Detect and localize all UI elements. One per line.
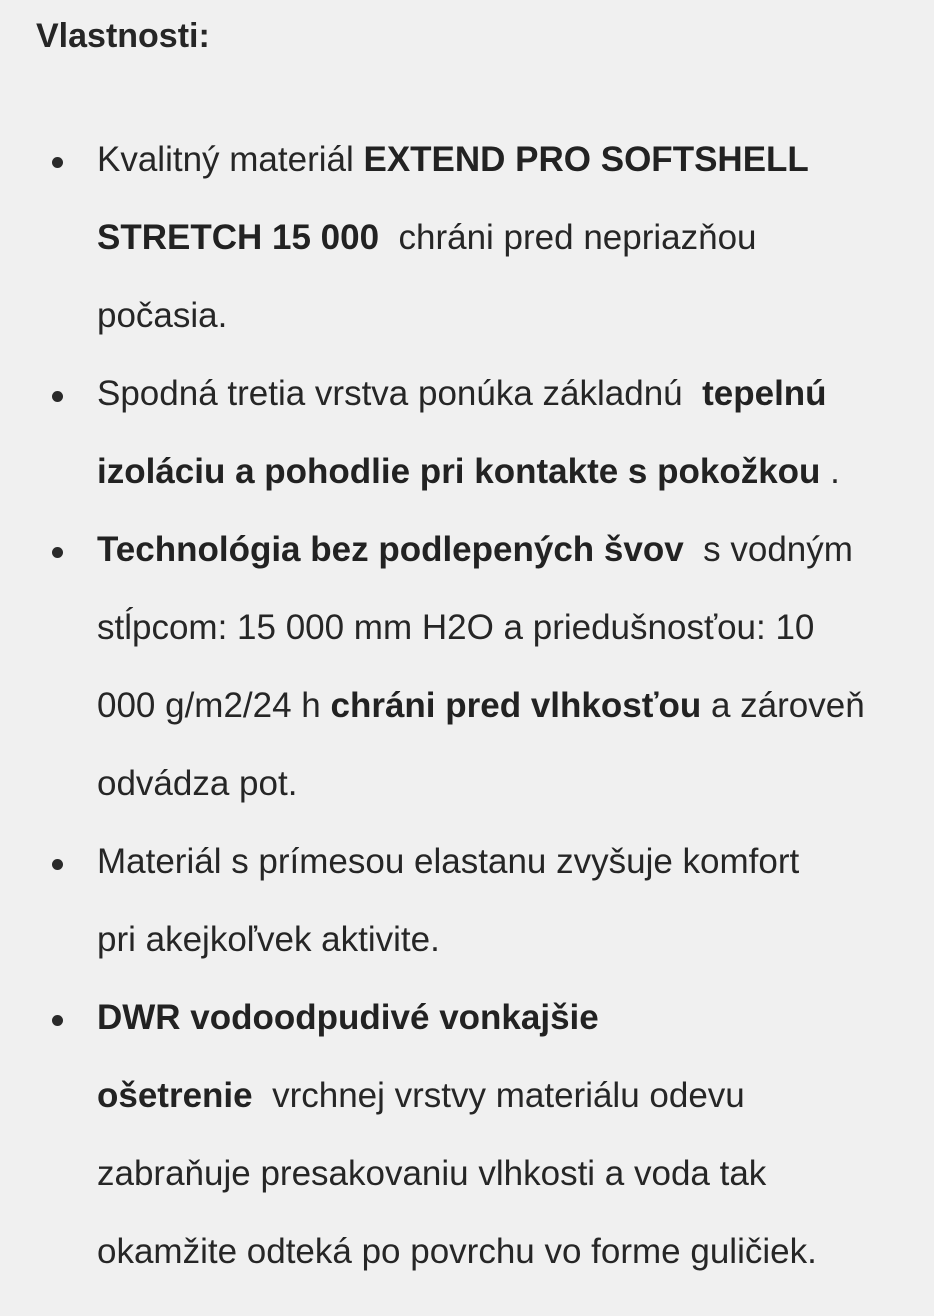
feature-item (0, 355, 934, 511)
feature-text: zabraňuje presakovaniu vlhkosti a voda tak (97, 1154, 767, 1193)
feature-text-bold: chráni pred vlhkosťou (330, 686, 702, 725)
feature-text-bold: DWR vodoodpudivé vonkajšie (97, 998, 599, 1037)
feature-line (97, 199, 924, 277)
feature-text: . (820, 452, 840, 491)
feature-text: Materiál s prímesou elastanu zvyšuje komfort (97, 842, 800, 881)
feature-text: vrchnej vrstvy materiálu odevu (252, 1076, 745, 1115)
feature-line (97, 667, 924, 745)
feature-line (97, 589, 924, 667)
feature-line (97, 823, 924, 901)
feature-item (0, 979, 934, 1291)
bullet-icon (52, 391, 63, 402)
feature-line (97, 277, 924, 355)
section-heading: Vlastnosti: (36, 17, 210, 55)
feature-line (97, 355, 924, 433)
feature-line (97, 121, 924, 199)
feature-text: okamžite odteká po povrchu vo forme guličiek. (97, 1232, 817, 1271)
feature-text-bold: Technológia bez podlepených švov (97, 530, 684, 569)
bullet-icon (52, 1015, 63, 1026)
feature-text: stĺpcom: 15 000 mm H2O a priedušnosťou: 10 (97, 608, 815, 647)
feature-item (0, 823, 934, 979)
bullet-icon (52, 547, 63, 558)
feature-text-bold: EXTEND PRO SOFTSHELL (363, 140, 809, 179)
feature-text: pri akejkoľvek aktivite. (97, 920, 440, 959)
feature-text: Kvalitný materiál (97, 140, 364, 179)
feature-line (97, 1057, 924, 1135)
feature-text-bold: tepelnú (702, 374, 827, 413)
feature-item (0, 511, 934, 823)
feature-text-bold: ošetrenie (97, 1076, 253, 1115)
feature-text: chráni pred nepriazňou (379, 218, 757, 257)
feature-text: odvádza pot. (97, 764, 298, 803)
bullet-icon (52, 157, 63, 168)
feature-line (97, 745, 924, 823)
feature-line (97, 1135, 924, 1213)
feature-text: 000 g/m2/24 h (97, 686, 331, 725)
feature-item (0, 121, 934, 355)
feature-line (97, 901, 924, 979)
features-list (0, 121, 934, 1291)
feature-line (97, 1213, 924, 1291)
feature-text-bold: izoláciu a pohodlie pri kontakte s pokožkou (97, 452, 821, 491)
feature-line (97, 433, 924, 511)
bullet-icon (52, 859, 63, 870)
feature-line (97, 511, 924, 589)
feature-line (97, 979, 924, 1057)
feature-text-bold: STRETCH 15 000 (97, 218, 380, 257)
feature-text: a zároveň (701, 686, 865, 725)
feature-text: počasia. (97, 296, 228, 335)
feature-text: s vodným (683, 530, 853, 569)
feature-text: Spodná tretia vrstva ponúka základnú (97, 374, 703, 413)
